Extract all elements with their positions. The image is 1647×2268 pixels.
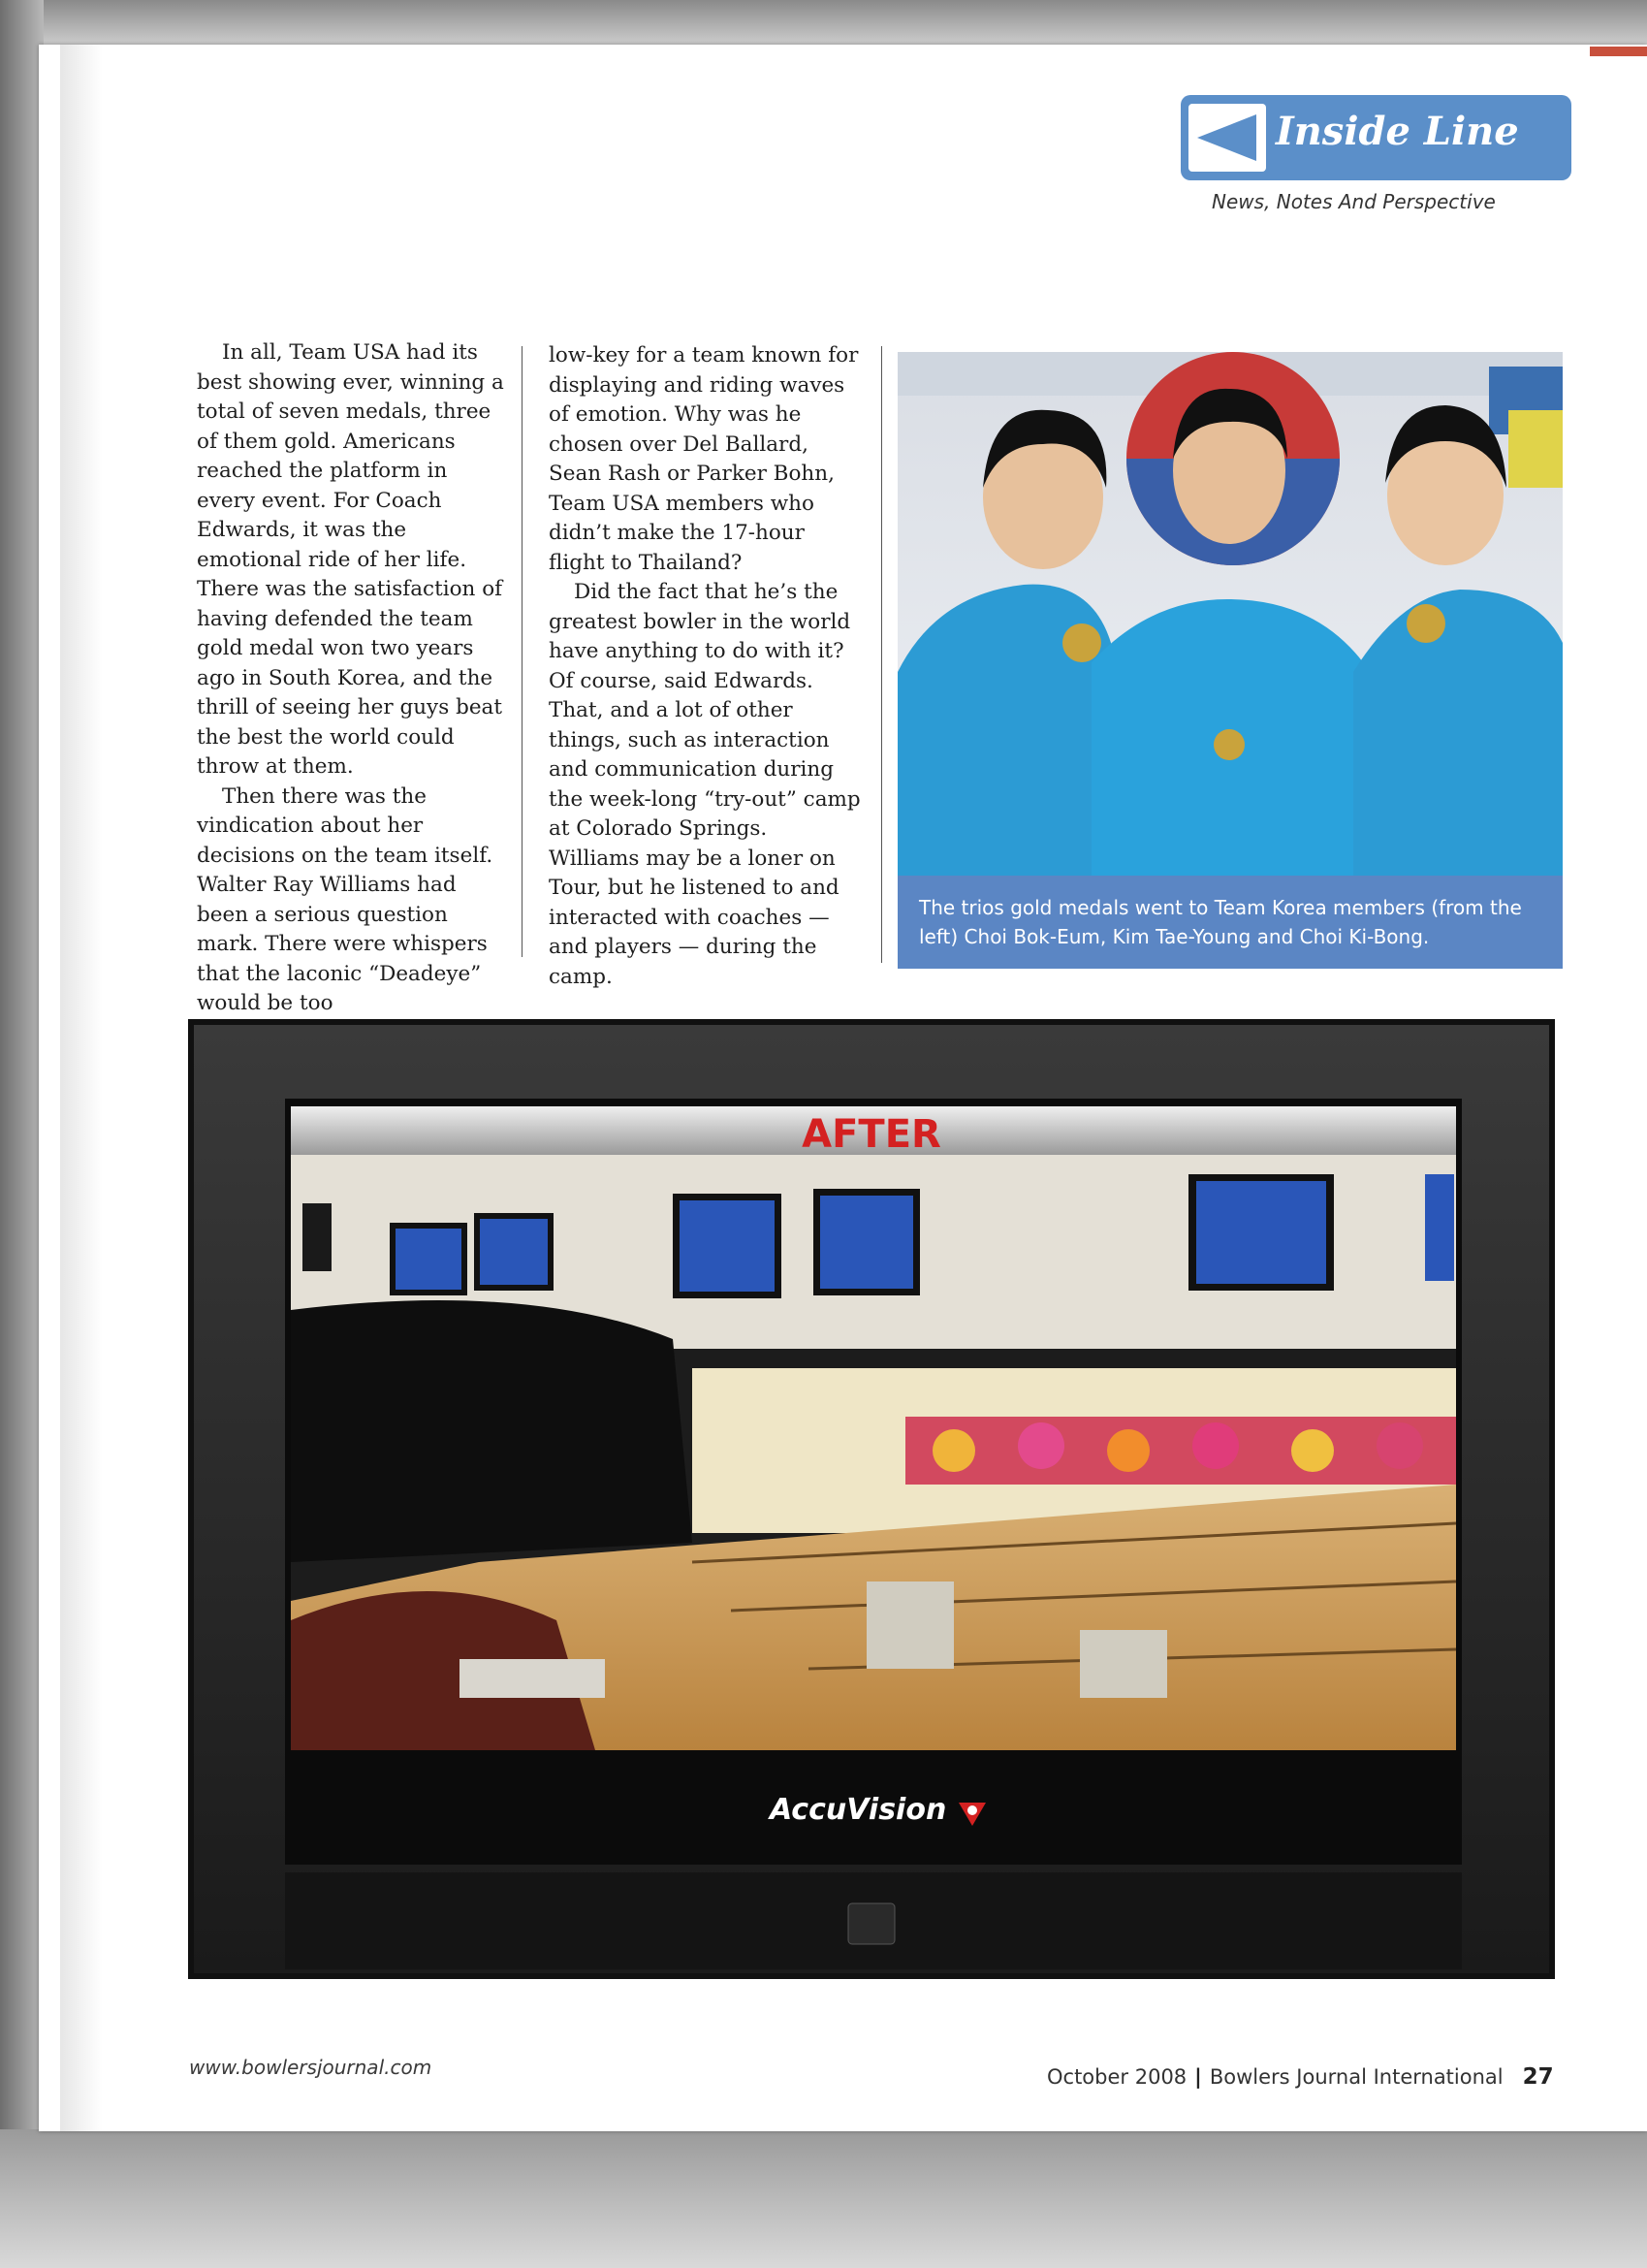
photo-caption-box [898,876,1563,969]
paragraph: low-key for a team known for displaying and riding waves of emotion. Why was he chosen over Del Ballard, Sean Rash or Parker Bohn, Team USA members who didn’t make the 17-hour flight to Thailand? [549,343,859,575]
section-subtitle: News, Notes And Perspective [1212,190,1496,213]
ad-banner-after: AFTER [802,1112,941,1157]
footer-date: October 2008 [1047,2065,1188,2089]
team-korea-photo [898,352,1563,876]
scan-border-left [0,0,44,2268]
column-divider [881,346,882,963]
column-divider [522,346,523,957]
page-number: 27 [1522,2064,1554,2090]
scan-border-bottom [0,2129,1647,2268]
left-arrow-icon [1188,104,1266,172]
accuvision-logo [770,1793,988,1836]
footer-divider: | [1194,2065,1202,2089]
photo-caption: The trios gold medals went to Team Korea members (from the left) Choi Bok-Eum, Kim Tae-Young and Choi Ki-Bong. [919,896,1522,948]
footer-folio [1047,2064,1554,2090]
footer-publication: Bowlers Journal International [1209,2065,1504,2089]
article-column-1 [197,338,507,1019]
scan-border-top [0,0,1647,47]
section-title: Inside Line [1276,109,1519,154]
accuvision-advertisement [188,1019,1555,1979]
paragraph: Did the fact that he’s the greatest bowler in the world have anything to do with it? Of course, said Edwards. That, and a lot of other things, such as interaction and communication during the week-long “try-out” camp at Colorado Springs. Williams may be a loner on Tour, but he listened to and interacted with coaches — and players — during the camp. [549,580,861,989]
article-column-2 [549,341,863,992]
accuvision-logo-icon [957,1799,988,1832]
next-page-edge [1590,47,1647,56]
section-badge [1181,95,1571,180]
page-binding-shadow [60,45,103,2131]
paragraph: In all, Team USA had its best showing ever, winning a total of seven medals, three of them gold. Americans reached the platform in every event. For Coach Edwards, it was the emotional ride of her life. There was the satisfaction of having defended the team gold medal won two years ago in South Korea, and the thrill of seeing her guys beat the best the world could throw at them. [197,340,504,779]
paragraph: Then there was the vindication about her decisions on the team itself. Walter Ray Williams had been a serious question mark. There were whispers that the laconic “Deadeye” would be too [197,783,493,1015]
footer-website: www.bowlersjournal.com [189,2056,432,2079]
accuvision-brand: AccuVision [770,1793,947,1827]
